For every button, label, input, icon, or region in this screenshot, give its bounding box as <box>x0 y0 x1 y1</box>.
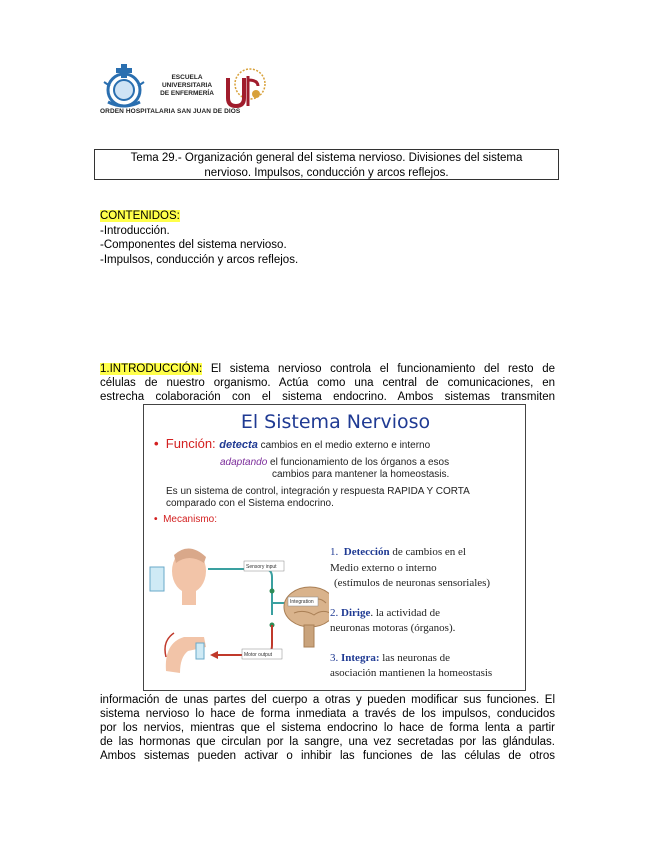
topic-title-line-1: Tema 29.- Organización general del sistema nervioso. Divisiones del sistema <box>130 152 523 164</box>
body-line: de las hormonas que circulan por la sangre, una vez secretadas por las glándulas. <box>100 736 555 748</box>
motor-label: Motor output <box>244 652 273 658</box>
topic-title-line-2: nervioso. Impulsos, conducción y arcos reflejos. <box>204 167 449 179</box>
slide-point-1-line-2: Medio externo o interno <box>330 562 437 574</box>
head-illustration <box>172 548 206 605</box>
body-line: información de unas partes del cuerpo a otras y pueden modificar sus funciones. El <box>100 694 555 706</box>
slide-control-line-2: comparado con el Sistema endocrino. <box>166 498 334 509</box>
contents-section <box>100 209 298 267</box>
hospital-order-logo <box>100 62 148 110</box>
intro-paragraph-top <box>100 362 555 404</box>
header-logos <box>100 62 275 122</box>
intro-line-3: estrecha colaboración con el sistema endocrino. Ambos sistemas transmiten <box>100 391 555 403</box>
university-seal-logo <box>224 66 268 110</box>
intro-line-2: células de nuestro organismo. Actúa como una central de comunicaciones, en <box>100 377 555 389</box>
brain-illustration <box>284 587 329 647</box>
slide-title: El Sistema Nervioso <box>240 411 431 433</box>
intro-paragraph-bottom <box>100 693 555 763</box>
slide-point-1: 1. Detección de cambios en el <box>330 546 466 558</box>
contents-item: -Componentes del sistema nervioso. <box>100 239 287 251</box>
sensory-pathway <box>208 569 272 615</box>
slide-function-line: • Función: detecta cambios en el medio externo e interno <box>154 436 431 451</box>
arm-illustration <box>165 633 206 673</box>
topic-title-box <box>94 149 559 180</box>
contents-item: -Impulsos, conducción y arcos reflejos. <box>100 253 299 266</box>
body-line: por los nervios, mientras que el sistema endocrino lo hace de forma lenta a partir <box>100 722 555 734</box>
sensory-label: Sensory input <box>246 564 277 570</box>
slide-adapt-line-2: cambios para mantener la homeostasis. <box>272 469 450 480</box>
slide-point-3-line-2: asociación mantienen la homeostasis <box>330 667 493 679</box>
body-line: sistema nervioso lo hace de forma inmediata a través de los impulsos, conducidos <box>100 708 555 720</box>
slide-control-line-1: Es un sistema de control, integración y respuesta RAPIDA Y CORTA <box>166 486 470 497</box>
slide-point-1-line-3: (estímulos de neuronas sensoriales) <box>334 577 491 589</box>
order-name: ORDEN HOSPITALARIA SAN JUAN DE DIOS <box>100 108 241 115</box>
slide-mechanism-line: • Mecanismo: <box>154 514 217 525</box>
slide-adapt-line: adaptando el funcionamiento de los órganos a esos <box>220 457 450 468</box>
glass-icon <box>150 567 164 591</box>
intro-line-1: 1.INTRODUCCIÓN: El sistema nervioso controla el funcionamiento del resto de <box>100 363 555 375</box>
school-name: ESCUELA UNIVERSITARIA DE ENFERMERÍA <box>160 74 214 97</box>
integration-label: Integration <box>290 599 314 605</box>
slide-point-3: 3. Integra: las neuronas de <box>330 652 451 664</box>
reflex-diagram <box>144 533 329 683</box>
nervous-system-slide <box>143 404 526 691</box>
slide-point-2-line-2: neuronas motoras (órganos). <box>330 622 456 634</box>
intro-heading: 1.INTRODUCCIÓN: <box>100 363 203 375</box>
contents-item: -Introducción. <box>100 224 170 237</box>
slide-point-2: 2. Dirige. la actividad de <box>330 607 440 619</box>
contents-heading: CONTENIDOS: <box>100 210 180 222</box>
body-line: Ambos sistemas pueden activar o inhibir las funciones de las células de otros <box>100 750 555 762</box>
